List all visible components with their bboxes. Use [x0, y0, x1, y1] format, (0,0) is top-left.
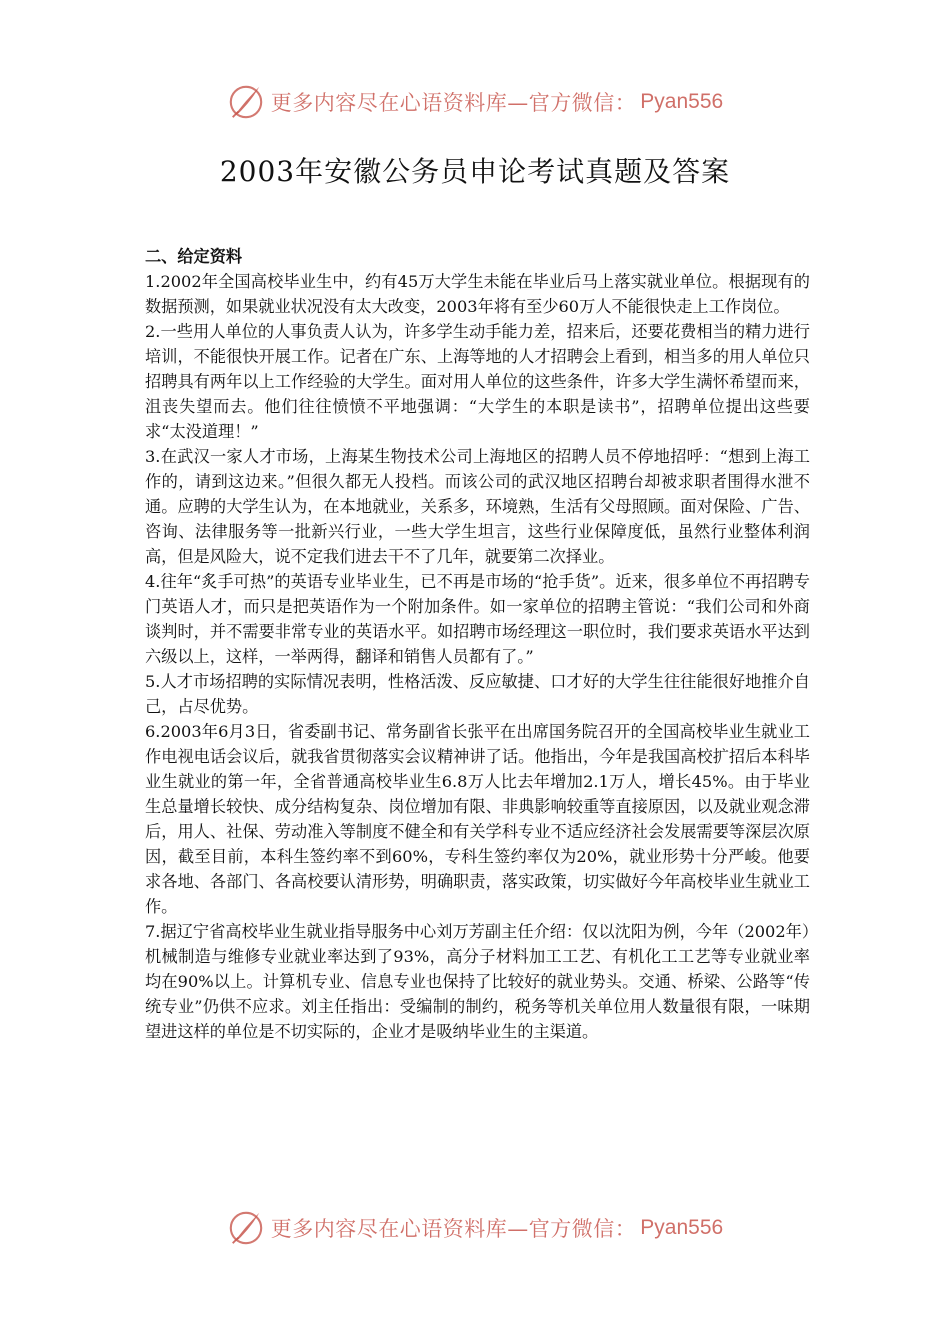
- paragraph-1: 1.2002年全国高校毕业生中，约有45万大学生未能在毕业后马上落实就业单位。根据现有的数据预测，如果就业状况没有太大改变，2003年将有至少60万人不能很快走上工作岗位。: [145, 272, 810, 316]
- banner-wechat-id: Pyan556: [640, 90, 724, 113]
- quill-pen-logo-icon: [227, 1209, 265, 1247]
- paragraph-7: 7.据辽宁省高校毕业生就业指导服务中心刘万芳副主任介绍：仅以沈阳为例，今年（2002年）机械制造与维修专业就业率达到了93%，高分子材料加工工艺、有机化工工艺等专业就业率均在90%以上。计算机专业、信息专业也保持了比较好的就业势头。交通、桥梁、公路等“传统专业”仍供不应求。刘主任指出：受编制的制约，税务等机关单位用人数量很有限，一味期望进这样的单位是不切实际的，企业才是吸纳毕业生的主渠道。: [145, 922, 810, 1041]
- paragraph-4: 4.往年“炙手可热”的英语专业毕业生，已不再是市场的“抢手货”。近来，很多单位不再招聘专门英语人才，而只是把英语作为一个附加条件。如一家单位的招聘主管说：“我们公司和外商谈判时，并不需要非常专业的英语水平。如招聘市场经理这一职位时，我们要求英语水平达到六级以上，这样，一举两得，翻译和销售人员都有了。”: [145, 572, 810, 666]
- banner-text: 更多内容尽在心语资料库—官方微信：: [270, 91, 637, 115]
- paragraph-3: 3.在武汉一家人才市场，上海某生物技术公司上海地区的招聘人员不停地招呼：“想到上海工作的，请到这边来。”但很久都无人投档。而该公司的武汉地区招聘台却被求职者围得水泄不通。应聘的大学生认为，在本地就业，关系多，环境熟，生活有父母照顾。面对保险、广告、咨询、法律服务等一批新兴行业，一些大学生坦言，这些行业保障度低，虽然行业整体利润高，但是风险大，说不定我们进去干不了几年，就要第二次择业。: [145, 447, 810, 566]
- section-heading: 二、给定资料: [145, 247, 243, 266]
- document-body: [145, 244, 810, 1044]
- paragraph-2: 2.一些用人单位的人事负责人认为，许多学生动手能力差，招来后，还要花费相当的精力进行培训，不能很快开展工作。记者在广东、上海等地的人才招聘会上看到，相当多的用人单位只招聘具有两年以上工作经验的大学生。面对用人单位的这些条件，许多大学生满怀希望而来，沮丧失望而去。他们往往愤愤不平地强调：“大学生的本职是读书”，招聘单位提出这些要求“太没道理！”: [145, 322, 810, 441]
- header-watermark-banner: [0, 80, 950, 124]
- quill-pen-logo-icon: [227, 83, 265, 121]
- banner-wechat-id: Pyan556: [640, 1216, 724, 1239]
- paragraph-6: 6.2003年6月3日，省委副书记、常务副省长张平在出席国务院召开的全国高校毕业生就业工作电视电话会议后，就我省贯彻落实会议精神讲了话。他指出，今年是我国高校扩招后本科毕业生就业的第一年，全省普通高校毕业生6.8万人比去年增加2.1万人，增长45%。由于毕业生总量增长较快、成分结构复杂、岗位增加有限、非典影响较重等直接原因，以及就业观念滞后，用人、社保、劳动准入等制度不健全和有关学科专业不适应经济社会发展需要等深层次原因，截至目前，本科生签约率不到60%，专科生签约率仅为20%，就业形势十分严峻。他要求各地、各部门、各高校要认清形势，明确职责，落实政策，切实做好今年高校毕业生就业工作。: [145, 722, 810, 916]
- banner-text: 更多内容尽在心语资料库—官方微信：: [270, 1217, 637, 1241]
- document-title: 2003年安徽公务员申论考试真题及答案: [219, 155, 731, 188]
- footer-watermark-banner: [0, 1206, 950, 1250]
- paragraph-5: 5.人才市场招聘的实际情况表明，性格活泼、反应敏捷、口才好的大学生往往能很好地推介自己，占尽优势。: [145, 672, 810, 716]
